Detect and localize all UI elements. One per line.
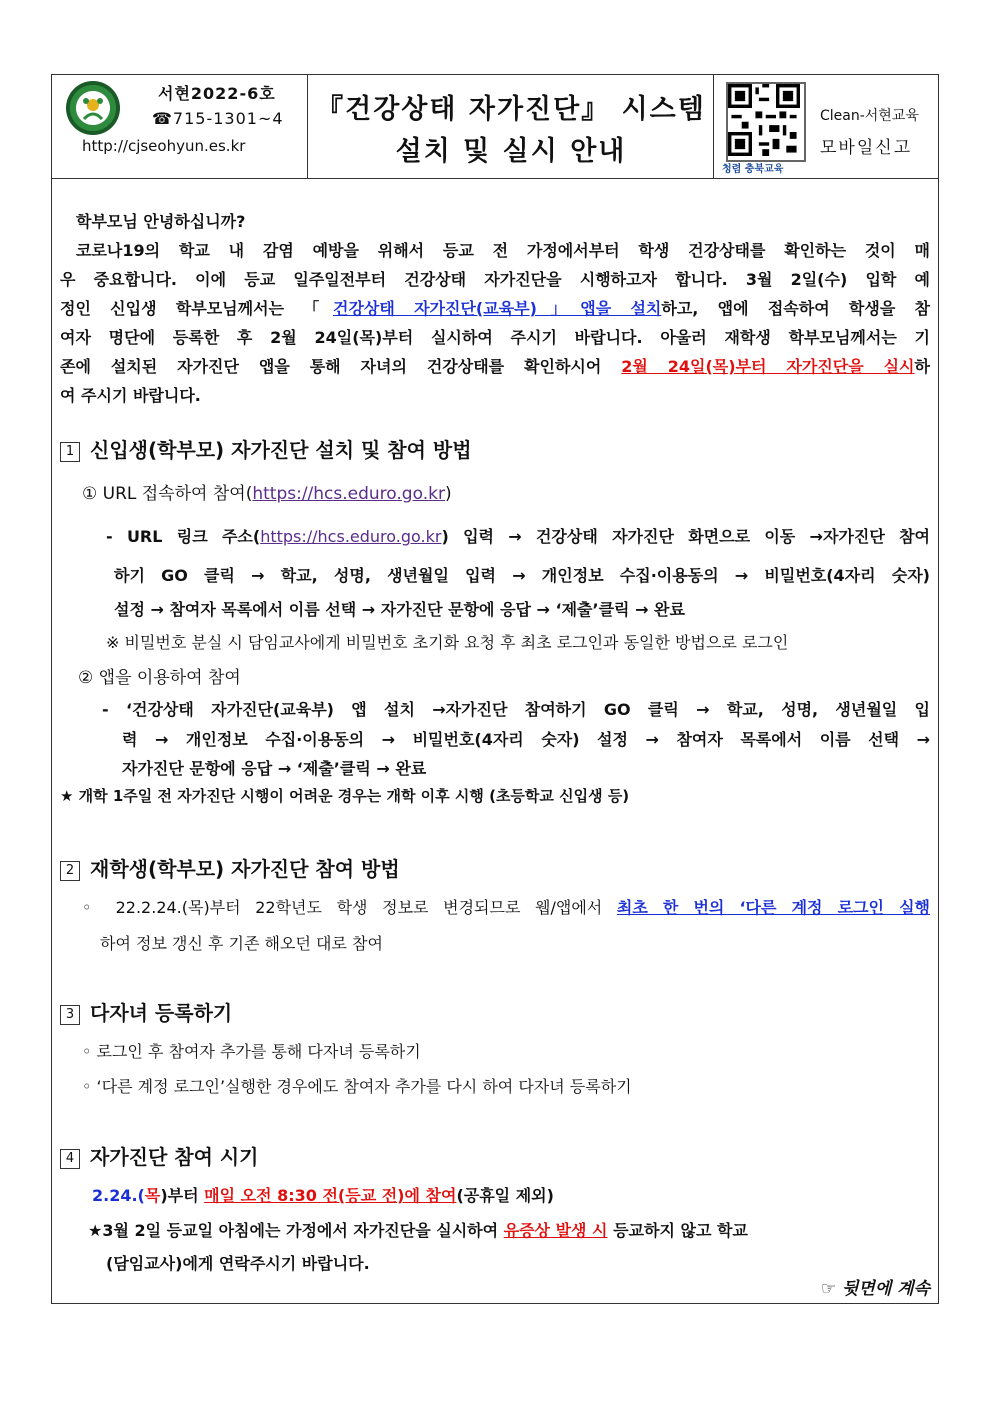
- hcs-link-2[interactable]: https://hcs.eduro.go.kr: [260, 527, 442, 546]
- star-note: ★ 개학 1주일 전 자가진단 시행이 어려운 경우는 개학 이후 시행 (초등학교 신입생 등): [60, 787, 630, 805]
- section-4-line-1: 2.24.(목)부터 매일 오전 8:30 전(등교 전)에 참여(공휴일 제외): [92, 1186, 554, 1205]
- continue-note: ☞ 뒷면에 계속: [820, 1279, 930, 1299]
- method-1-step-line-2: 하기 GO 클릭 → 학교, 성명, 생년월일 입력 → 개인정보 수집·이용동의 → 비밀번호(4자리 숫자): [114, 566, 930, 585]
- qr-caption: 청렴 충북교육: [722, 164, 784, 175]
- intro-line-6: 여 주시기 바랍니다.: [60, 386, 201, 405]
- clean-label: Clean-서현교육: [820, 108, 919, 124]
- intro-line-3: 정인 신입생 학부모님께서는 「건강상태 자가진단(교육부)」앱을 설치하고, 앱에 접속하여 학생을 참: [60, 299, 931, 318]
- section-3-line-2: ◦ ‘다른 계정 로그인’실행한 경우에도 참여자 추가를 다시 하여 다자녀 등록하기: [82, 1077, 632, 1096]
- method-1-step-line-3: 설정 → 참여자 목록에서 이름 선택 → 자가진단 문항에 응답 → ‘제출’클릭 → 완료: [114, 600, 685, 619]
- section-4-line-3: (담임교사)에게 연락주시기 바랍니다.: [106, 1254, 370, 1273]
- password-note: ※ 비밀번호 분실 시 담임교사에게 비밀번호 초기화 요청 후 최초 로그인과 동일한 방법으로 로그인: [106, 633, 789, 652]
- phone-number: ☎715-1301~4: [152, 109, 284, 128]
- greeting: 학부모님 안녕하십니까?: [76, 212, 246, 231]
- title-cell: [308, 75, 714, 178]
- section-2-line-2: 하여 정보 갱신 후 기존 해오던 대로 참여: [100, 934, 383, 953]
- section-1-heading: 1 신입생(학부모) 자가진단 설치 및 참여 방법: [60, 434, 472, 463]
- method-2-step-line-2: 력 → 개인정보 수집·이용동의 → 비밀번호(4자리 숫자) 설정 → 참여자 목록에서 이름 선택 →: [122, 730, 930, 749]
- app-install-highlight: 건강상태 자가진단(교육부)」앱을 설치: [332, 299, 662, 318]
- method-2-title: ② 앱을 이용하여 참여: [78, 668, 241, 688]
- document-sheet: [51, 74, 939, 1304]
- page-title-line-2: 설치 및 실시 안내: [395, 136, 627, 167]
- page-title-line-1: 『건강상태 자가진단』 시스템: [316, 94, 706, 125]
- intro-line-5: 존에 설치된 자가진단 앱을 통해 자녀의 건강상태를 확인하시어 2월 24일(목)부터 자가진단을 실시하: [60, 357, 930, 376]
- section-4-heading: 4 자가진단 참여 시기: [60, 1141, 259, 1170]
- relogin-highlight: 최초 한 번의 ‘다른 계정 로그인 실행: [616, 898, 930, 917]
- section-3-heading: 3 다자녀 등록하기: [60, 997, 232, 1026]
- section-number-box: 1: [60, 442, 80, 462]
- section-3-line-1: ◦ 로그인 후 참여자 추가를 통해 다자녀 등록하기: [82, 1042, 421, 1061]
- method-1-step-line-1: - URL 링크 주소(https://hcs.eduro.go.kr) 입력 → 건강상태 자가진단 화면으로 이동 →자가진단 참여: [106, 527, 930, 546]
- document-number: 서현2022-6호: [158, 84, 276, 103]
- hcs-link[interactable]: https://hcs.eduro.go.kr: [252, 484, 445, 504]
- symptom-highlight: 유증상 발생 시: [503, 1221, 608, 1240]
- school-logo: [66, 81, 120, 135]
- section-4-line-2: ★3월 2일 등교일 아침에는 가정에서 자가진단을 실시하여 유증상 발생 시 등교하지 않고 학교: [88, 1221, 748, 1240]
- header-table: [52, 75, 938, 179]
- method-2-step-line-1: - ‘건강상태 자가진단(교육부) 앱 설치 →자가진단 참여하기 GO 클릭 → 학교, 성명, 생년월일 입: [102, 700, 930, 719]
- qr-cell: [714, 75, 938, 178]
- time-highlight: 매일 오전 8:30 전(등교 전)에 참여: [204, 1186, 457, 1205]
- section-2-heading: 2 재학생(학부모) 자가진단 참여 방법: [60, 853, 400, 882]
- section-2-line-1: ◦ 22.2.24.(목)부터 22학년도 학생 정보로 변경되므로 웹/앱에서 최초 한 번의 ‘다른 계정 로그인 실행: [82, 898, 930, 917]
- method-2-step-line-3: 자가진단 문항에 응답 → ‘제출’클릭 → 완료: [122, 759, 427, 778]
- school-url[interactable]: http://cjseohyun.es.kr: [82, 137, 246, 155]
- intro-line-2: 우 중요합니다. 이에 등교 일주일전부터 건강상태 자가진단을 시행하고자 합니다. 3월 2일(수) 입학 예: [60, 270, 930, 289]
- intro-line-4: 여자 명단에 등록한 후 2월 24일(목)부터 실시하여 주시기 바랍니다. 아울러 재학생 학부모님께서는 기: [60, 328, 930, 347]
- intro-line-1: 코로나19의 학교 내 감염 예방을 위해서 등교 전 가정에서부터 학생 건강상태를 확인하는 것이 매: [76, 241, 930, 260]
- qr-code-icon[interactable]: [726, 82, 806, 162]
- school-info-cell: [52, 75, 308, 178]
- method-1-title: ① URL 접속하여 참여(https://hcs.eduro.go.kr): [82, 484, 452, 504]
- date-highlight: 2월 24일(목)부터 자가진단을 실시: [621, 357, 915, 376]
- mobile-report-label: 모바일신고: [820, 138, 913, 158]
